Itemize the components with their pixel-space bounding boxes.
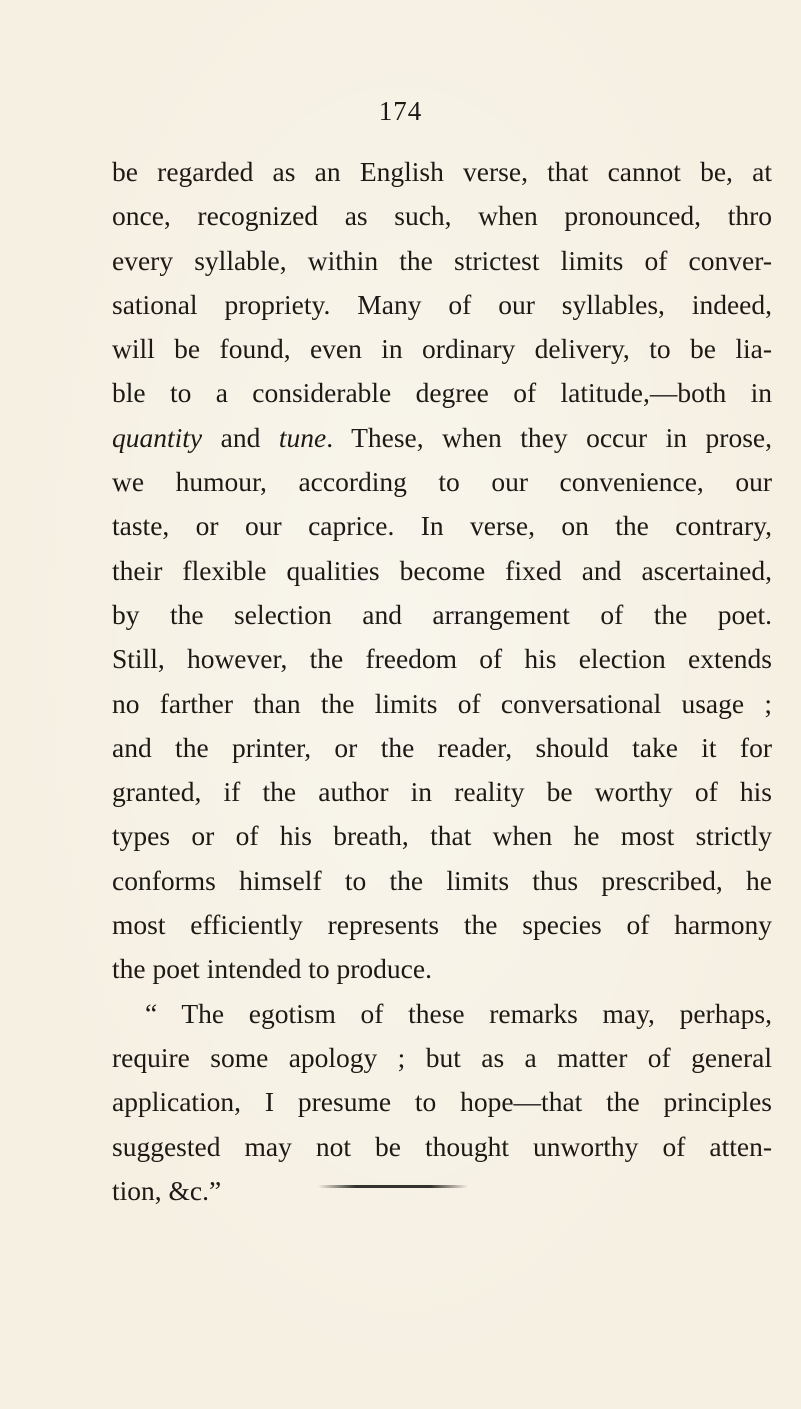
text-line: be regarded as an English verse, that cannot be, at	[112, 156, 772, 187]
text-line: their flexible qualities become fixed and ascertained,	[112, 554, 772, 586]
text-line: “ The egotism of these remarks may, perhaps,	[145, 997, 772, 1029]
end-rule	[318, 1185, 468, 1188]
text-line: require some apology ; but as a matter of general	[112, 1041, 772, 1073]
text-line: we humour, according to our convenience, our	[112, 466, 772, 498]
text-line: tion, &c.”	[112, 1174, 222, 1206]
text-line: taste, or our caprice. In verse, on the contrary,	[112, 510, 772, 542]
page-number: 174	[378, 96, 423, 126]
text-line: most efficiently represents the species of harmony	[112, 909, 772, 941]
italic-word: tune	[278, 421, 327, 453]
text-line: once, recognized as such, when pronounced, thro	[112, 200, 772, 232]
text-line: granted, if the author in reality be worthy of his	[112, 776, 772, 808]
text-line: will be found, even in ordinary delivery, to be lia-	[112, 333, 772, 365]
text-line: and the printer, or the reader, should take it for	[112, 731, 772, 763]
text-line: quantity and tune. These, when they occur in prose,	[112, 421, 772, 453]
text-line: by the selection and arrangement of the poet.	[112, 598, 772, 630]
text-line: sational propriety. Many of our syllables, indeed,	[112, 288, 772, 320]
text-line: conforms himself to the limits thus prescribed, he	[112, 864, 772, 896]
text-line: no farther than the limits of conversational usage ;	[112, 687, 772, 719]
text-line: ble to a considerable degree of latitude,—both in	[112, 377, 772, 409]
text-line: suggested may not be thought unworthy of atten-	[112, 1130, 772, 1162]
text-line: types or of his breath, that when he most strictly	[112, 820, 772, 852]
body-text	[112, 150, 772, 1213]
italic-word: quantity	[112, 421, 203, 453]
text-line: every syllable, within the strictest limits of conver-	[112, 244, 772, 276]
text-line: application, I presume to hope—that the principles	[112, 1086, 772, 1118]
text-line: the poet intended to produce.	[112, 953, 432, 985]
text-line: Still, however, the freedom of his election extends	[112, 643, 772, 675]
